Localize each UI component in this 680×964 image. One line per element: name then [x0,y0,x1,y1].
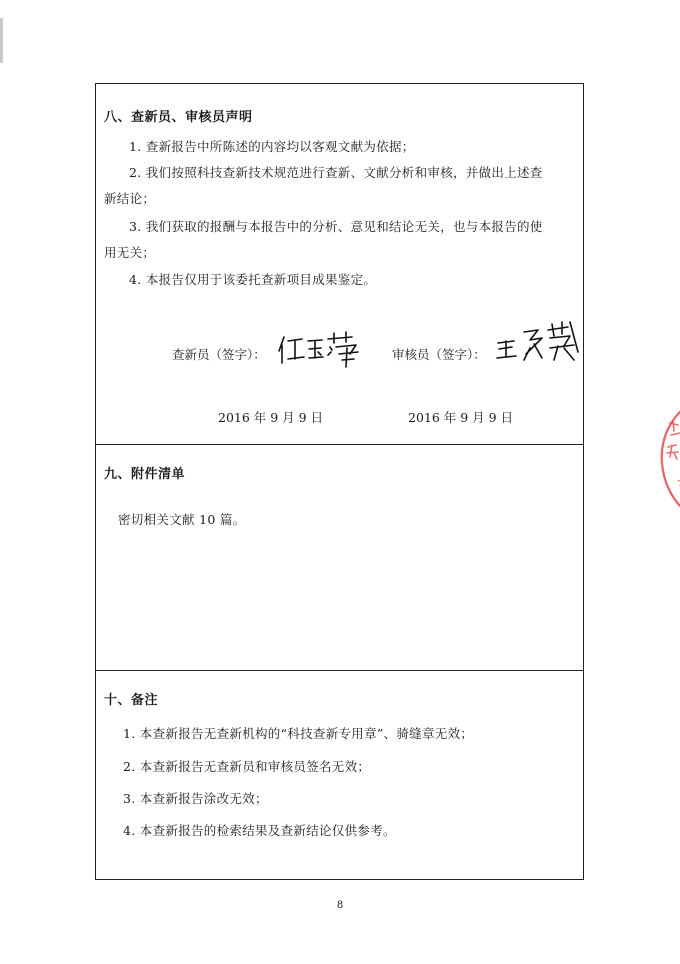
riding-seal-stamp [640,395,680,525]
declaration-item-4: 4. 本报告仅用于该委托查新项目成果鉴定。 [129,272,377,287]
reviewer-handwritten-signature [494,316,582,366]
reviewer-signature-label: 审核员（签字）： [392,347,486,362]
declaration-section [96,84,583,445]
remarks-item-3: 3. 本查新报告涂改无效； [123,791,268,806]
report-table [95,83,584,880]
remarks-heading: 十、备注 [104,693,159,708]
attachments-section [96,445,583,671]
declaration-item-3-cont: 用无关； [104,245,156,260]
searcher-date: 2016 年 9 月 9 日 [218,410,324,425]
searcher-handwritten-signature [276,327,368,369]
attachments-text: 密切相关文献 10 篇。 [118,512,246,527]
declaration-heading: 八、查新员、审核员声明 [104,110,253,125]
searcher-signature-label: 查新员（签字）： [172,347,266,362]
attachments-heading: 九、附件清单 [104,467,186,482]
declaration-item-3: 3. 我们获取的报酬与本报告中的分析、意见和结论无关，也与本报告的使 [129,219,543,234]
scan-edge-mark [0,18,3,63]
declaration-item-1: 1. 查新报告中所陈述的内容均以客观文献为依据； [129,139,415,154]
declaration-item-2-cont: 新结论； [104,191,156,206]
reviewer-date: 2016 年 9 月 9 日 [408,410,514,425]
remarks-item-1: 1. 本查新报告无查新机构的“科技查新专用章”、骑缝章无效； [123,726,474,741]
remarks-item-4: 4. 本查新报告的检索结果及查新结论仅供参考。 [123,823,396,838]
page-number: 8 [336,900,344,911]
declaration-item-2: 2. 我们按照科技查新技术规范进行查新、文献分析和审核，并做出上述查 [129,165,543,180]
remarks-section [96,671,583,880]
remarks-item-2: 2. 本查新报告无查新员和审核员签名无效； [123,759,371,774]
